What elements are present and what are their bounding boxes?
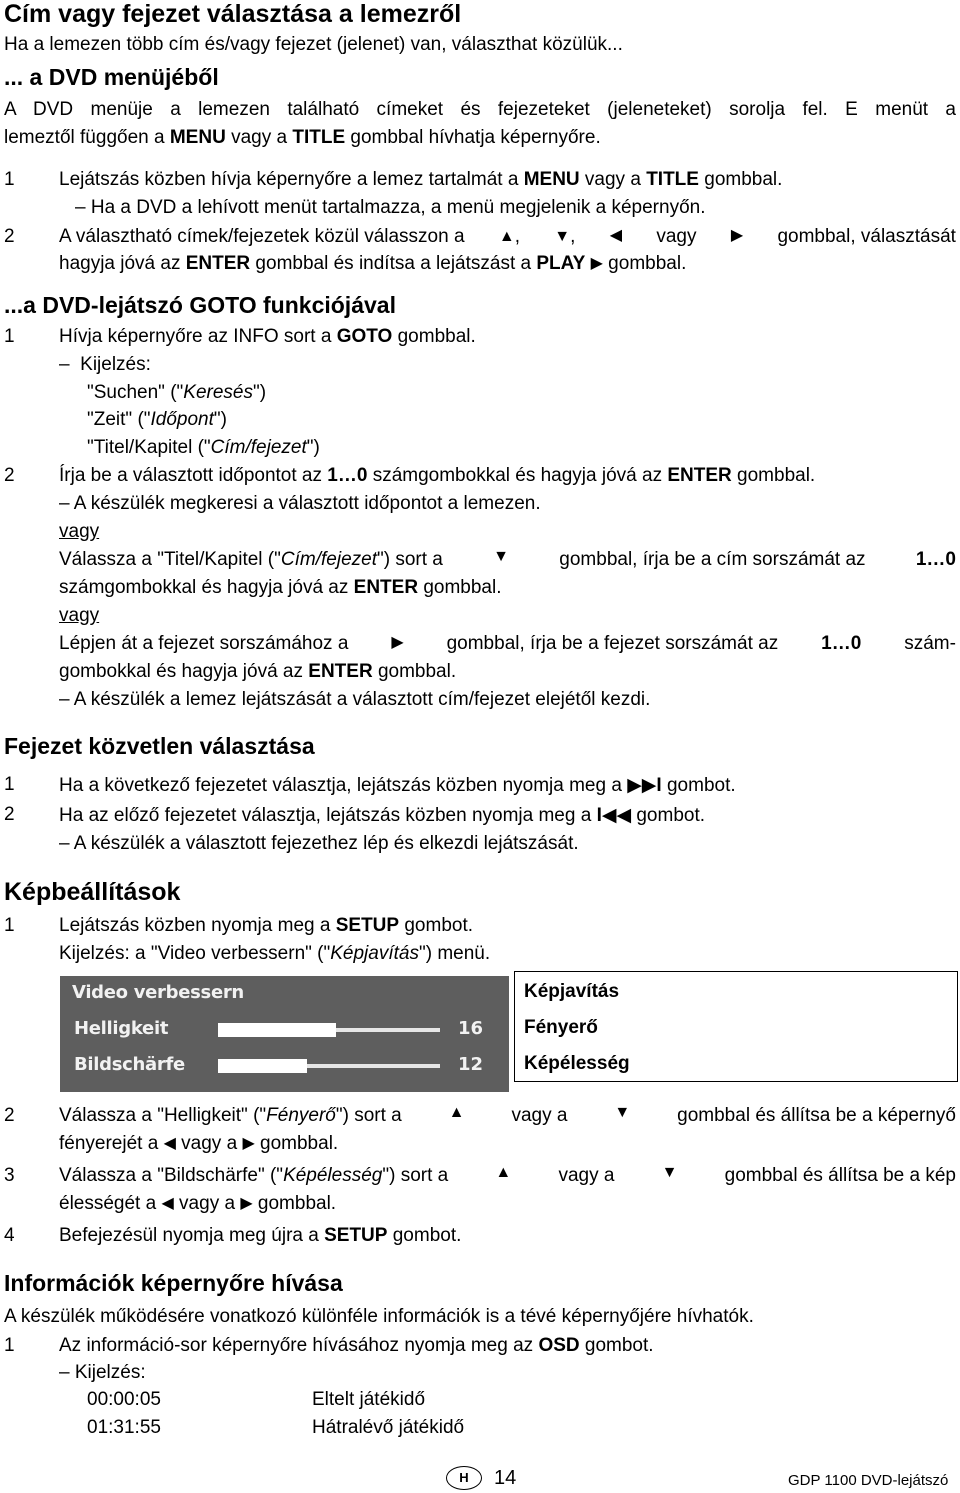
paragraph-line: lemeztől függően a MENU vagy a TITLE gombbal hívhatja képernyőre. [4, 127, 601, 148]
step-text: Befejezésül nyomja meg újra a SETUP gombot. [59, 1225, 462, 1246]
or-label: vagy [59, 605, 100, 626]
subsection-title: ... a DVD menüjéből [4, 64, 219, 90]
right-arrow-icon: ▶ [240, 1195, 253, 1212]
product-name: GDP 1100 DVD-lejátszó [788, 1472, 949, 1489]
step-text: Ha az előző fejezetet választja, lejátszás közben nyomja meg a I◀◀ gombot. [59, 805, 706, 826]
osd-brightness-bar [218, 1023, 336, 1037]
step-number: 1 [4, 774, 15, 795]
left-arrow-icon: ◀ [609, 227, 623, 244]
step-number: 4 [4, 1225, 15, 1246]
section-title: Cím vagy fejezet választása a lemezről [4, 0, 462, 28]
step-note: – A készülék a lemez lejátszását a választott cím/fejezet elejétől kezdi. [59, 689, 651, 710]
step-text: számgombokkal és hagyja jóvá az ENTER gombbal. [59, 577, 502, 598]
step-text: A választható címek/fejezetek közül válasszon a ▲, ▼, ◀ vagy ▶ gombbal, választását [59, 226, 956, 247]
step-number: 1 [4, 326, 15, 347]
osd-menu-screenshot [60, 976, 509, 1092]
step-number: 2 [4, 1105, 15, 1126]
language-logo-icon: H [446, 1466, 482, 1490]
osd-title: Video verbessern [72, 982, 244, 1003]
kijelzes-label: – Kijelzés: [59, 1362, 146, 1383]
down-arrow-icon: ▼ [554, 228, 571, 245]
step-number: 3 [4, 1165, 15, 1186]
section-title: Képbeállítások [4, 878, 181, 906]
left-arrow-icon: ◀ [163, 1135, 176, 1152]
osd-brightness-value: 16 [458, 1018, 484, 1039]
step-text: Válassza a "Helligkeit" ("Fényerő") sort a ▲ vagy a ▼ gombbal és állítsa be a képernyő [59, 1104, 956, 1126]
subsection-title: ...a DVD-lejátszó GOTO funkciójával [4, 292, 396, 318]
step-text: élességét a ◀ vagy a ▶ gombbal. [59, 1193, 337, 1214]
right-arrow-icon: ▶ [391, 634, 404, 651]
display-option: "Zeit" ("Időpont") [87, 409, 227, 430]
down-arrow-icon: ▼ [614, 1104, 631, 1121]
step-number: 2 [4, 226, 15, 247]
step-text: fényerejét a ◀ vagy a ▶ gombbal. [59, 1133, 339, 1154]
elapsed-time-label: Eltelt játékidő [312, 1389, 426, 1410]
remaining-time: 01:31:55 [87, 1417, 161, 1438]
down-arrow-icon: ▼ [493, 548, 509, 565]
step-text: Ha a következő fejezetet választja, lejátszás közben nyomja meg a ▶▶I gombot. [59, 775, 736, 796]
section-title: Információk képernyőre hívása [4, 1270, 343, 1296]
down-arrow-icon: ▼ [661, 1164, 678, 1181]
step-number: 1 [4, 169, 15, 190]
paragraph-line: A DVD menüje a lemezen található címeket és fejezeteket (jeleneteket) sorolja fel. E menüt a [4, 99, 956, 120]
step-text: Hívja képernyőre az INFO sort a GOTO gombbal. [59, 326, 476, 347]
display-option: "Suchen" ("Keresés") [87, 382, 267, 403]
up-arrow-icon: ▲ [498, 228, 515, 245]
step-text: Lejátszás közben nyomja meg a SETUP gombot. [59, 915, 474, 936]
osd-sharpness-bar [218, 1059, 307, 1073]
remaining-time-label: Hátralévő játékidő [312, 1417, 465, 1438]
right-arrow-icon: ▶ [242, 1135, 255, 1152]
step-text: Írja be a választott időpontot az 1…0 számgombokkal és hagyja jóvá az ENTER gombbal. [59, 465, 816, 486]
kijelzes-label: – Kijelzés: [59, 354, 151, 375]
next-chapter-icon: ▶▶I [627, 775, 662, 796]
step-number: 1 [4, 915, 15, 936]
step-text: Lejátszás közben hívja képernyőre a lemez tartalmát a MENU vagy a TITLE gombbal. [59, 169, 783, 190]
step-text: Kijelzés: a "Video verbessern" ("Képjavítás") menü. [59, 943, 491, 964]
display-option: "Titel/Kapitel ("Cím/fejezet") [87, 437, 320, 458]
intro-text: Ha a lemezen több cím és/vagy fejezet (jelenet) van, választhat közülük... [4, 34, 623, 55]
or-label: vagy [59, 521, 100, 542]
step-number: 2 [4, 465, 15, 486]
osd-translation-box [514, 971, 958, 1082]
page-number: 14 [494, 1467, 517, 1489]
section-title: Fejezet közvetlen választása [4, 733, 315, 759]
translation-title: Képjavítás [524, 981, 620, 1002]
osd-brightness-label: Helligkeit [74, 1018, 169, 1039]
up-arrow-icon: ▲ [495, 1164, 512, 1181]
step-number: 1 [4, 1335, 15, 1356]
intro-text: A készülék működésére vonatkozó különféle információk is a tévé képernyőjére hívhatók. [4, 1306, 754, 1327]
step-text: Válassza a "Titel/Kapitel ("Cím/fejezet") sort a ▼ gombbal, írja be a cím sorszámát az 1…0 [59, 548, 956, 570]
step-text: Válassza a "Bildschärfe" ("Képélesség") sort a ▲ vagy a ▼ gombbal és állítsa be a kép [59, 1164, 956, 1186]
osd-sharpness-value: 12 [458, 1054, 484, 1075]
right-arrow-icon: ▶ [730, 227, 744, 244]
up-arrow-icon: ▲ [448, 1104, 465, 1121]
elapsed-time: 00:00:05 [87, 1389, 161, 1410]
step-note: – A készülék megkeresi a választott időpontot a lemezen. [59, 493, 541, 514]
step-text: hagyja jóvá az ENTER gombbal és indítsa a lejátszást a PLAY ▶ gombbal. [59, 253, 687, 274]
step-note: – A készülék a választott fejezethez lép és elkezdi lejátszását. [59, 833, 579, 854]
step-note: – Ha a DVD a lehívott menüt tartalmazza, a menü megjelenik a képernyőn. [75, 197, 706, 218]
step-number: 2 [4, 804, 15, 825]
osd-sharpness-label: Bildschärfe [74, 1054, 185, 1075]
play-icon: ▶ [590, 255, 603, 272]
previous-chapter-icon: I◀◀ [596, 805, 632, 826]
translation-brightness: Fényerő [524, 1017, 598, 1038]
step-text: Az információ-sor képernyőre hívásához nyomja meg az OSD gombot. [59, 1335, 654, 1356]
translation-sharpness: Képélesség [524, 1053, 630, 1074]
step-text: gombokkal és hagyja jóvá az ENTER gombbal. [59, 661, 457, 682]
step-text: Lépjen át a fejezet sorszámához a ▶ gombbal, írja be a fejezet sorszámát az 1…0 szám- [59, 633, 956, 654]
left-arrow-icon: ◀ [161, 1195, 174, 1212]
